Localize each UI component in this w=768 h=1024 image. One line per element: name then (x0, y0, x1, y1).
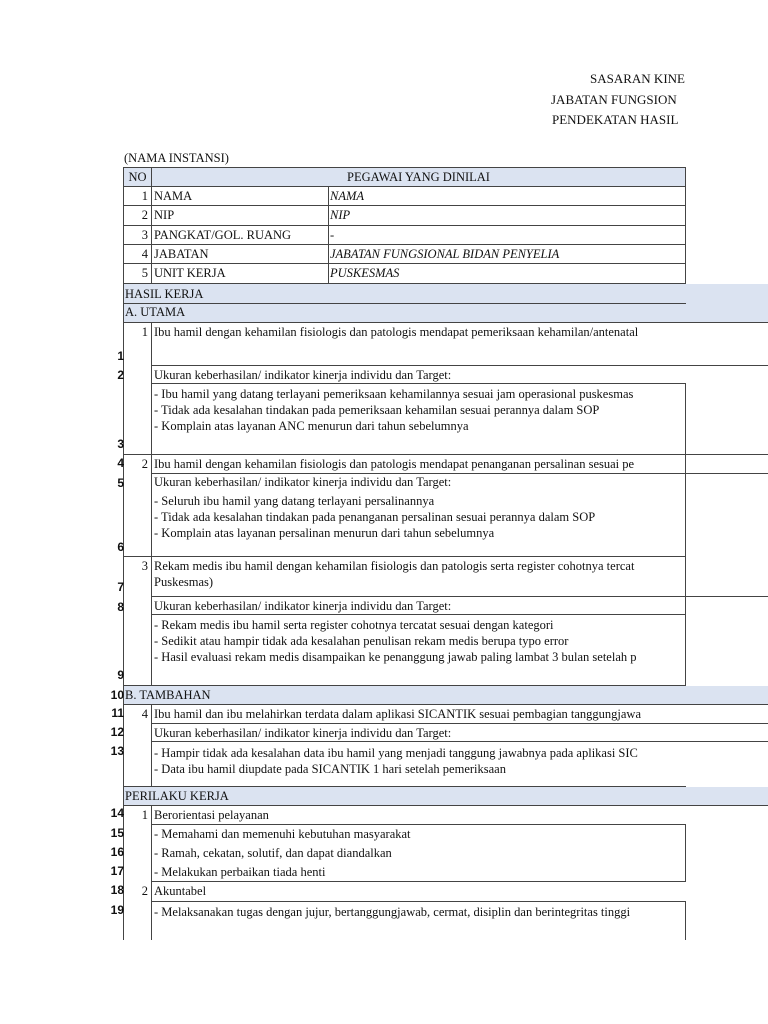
perilaku-point: - Memahami dan memenuhi kebutuhan masyarakat (154, 827, 411, 841)
header-line-3: PENDEKATAN HASIL (552, 112, 679, 127)
ukuran-point: - Rekam medis ibu hamil serta register cohotnya tercatat sesuai dengan kategori (154, 618, 554, 632)
ukuran-label: Ukuran keberhasilan/ indikator kinerja individu dan Target: (154, 726, 452, 740)
pegawai-row-no: 1 (141, 189, 148, 203)
tambahan-band (124, 686, 768, 704)
hasil-item-text-cont: Puskesmas) (154, 575, 214, 589)
ukuran-point: - Data ibu hamil diupdate pada SICANTIK 1 hari setelah pemeriksaan (154, 762, 506, 776)
row-number: 12 (110, 725, 124, 739)
ukuran-point: - Sedikit atau hampir tidak ada kesalahan penulisan rekam medis berupa typo error (154, 634, 569, 648)
header-line-1: SASARAN KINE (590, 71, 685, 86)
row-number: 17 (110, 864, 124, 878)
row-number: 10 (110, 688, 124, 702)
pegawai-row-value: JABATAN FUNGSIONAL BIDAN PENYELIA (330, 247, 560, 261)
row-number: 11 (111, 706, 124, 720)
row-number: 7 (117, 580, 124, 594)
row-number: 18 (110, 883, 124, 897)
perilaku-item-no: 1 (141, 808, 148, 822)
pegawai-row-label: NIP (154, 208, 175, 222)
row-number: 9 (117, 668, 124, 682)
header-line-2: JABATAN FUNGSION (551, 92, 677, 107)
hasil-item-text: Rekam medis ibu hamil dengan kehamilan fisiologis dan patologis serta register cohotnya tercat (154, 559, 635, 573)
hasil-item-text: Ibu hamil dengan kehamilan fisiologis dan patologis mendapat pemeriksaan kehamilan/antenatal (154, 325, 639, 339)
ukuran-point: - Hampir tidak ada kesalahan data ibu hamil yang menjadi tanggung jawabnya pada aplikasi SIC (154, 746, 638, 760)
pegawai-row-value: NAMA (330, 189, 365, 203)
ukuran-point: - Tidak ada kesalahan tindakan pada pemeriksaan kehamilan sesuai perannya dalam SOP (154, 403, 600, 417)
hasil-item-text: Ibu hamil dan ibu melahirkan terdata dalam aplikasi SICANTIK sesuai pembagian tanggungjawa (154, 707, 642, 721)
perilaku-point: - Melakukan perbaikan tiada henti (154, 865, 326, 879)
ukuran-label: Ukuran keberhasilan/ indikator kinerja individu dan Target: (154, 475, 452, 489)
row-number: 13 (110, 744, 124, 758)
row-number: 4 (117, 456, 124, 470)
pegawai-row-value: NIP (330, 208, 351, 222)
hasil-item-no: 2 (141, 457, 148, 471)
perilaku-point: - Ramah, cekatan, solutif, dan dapat diandalkan (154, 846, 392, 860)
hasil-item-no: 3 (141, 559, 148, 573)
ukuran-point: - Komplain atas layanan ANC menurun dari tahun sebelumnya (154, 419, 469, 433)
ukuran-point: - Hasil evaluasi rekam medis disampaikan ke penanggung jawab paling lambat 3 bulan setelah p (154, 650, 637, 664)
col-no-header: NO (128, 170, 147, 184)
ukuran-label: Ukuran keberhasilan/ indikator kinerja individu dan Target: (154, 368, 452, 382)
ukuran-point: - Tidak ada kesalahan tindakan pada penanganan persalinan sesuai perannya dalam SOP (154, 510, 596, 524)
row-number: 1 (117, 349, 124, 363)
perilaku-item-title: Akuntabel (154, 884, 207, 898)
hasil-item-text: Ibu hamil dengan kehamilan fisiologis dan patologis mendapat penanganan persalinan sesuai pe (154, 457, 635, 471)
pegawai-row-value: - (330, 228, 335, 242)
pegawai-row-no: 5 (141, 266, 148, 280)
ukuran-point: - Seluruh ibu hamil yang datang terlayani persalinannya (154, 494, 435, 508)
pegawai-row-value: PUSKESMAS (330, 266, 400, 280)
pegawai-row-no: 4 (141, 247, 148, 261)
row-number: 2 (117, 368, 124, 382)
row-number: 3 (117, 437, 124, 451)
pegawai-row-label: PANGKAT/GOL. RUANG (154, 228, 292, 242)
ukuran-point: - Komplain atas layanan persalinan menurun dari tahun sebelumnya (154, 526, 495, 540)
pegawai-row-no: 2 (141, 208, 148, 222)
row-number: 19 (110, 903, 124, 917)
hasil-item-no: 4 (141, 707, 148, 721)
hasil-kerja-title: HASIL KERJA (125, 287, 204, 301)
instansi-label: (NAMA INSTANSI) (124, 151, 229, 165)
perilaku-item-title: Berorientasi pelayanan (154, 808, 269, 822)
pegawai-row-label: JABATAN (154, 247, 209, 261)
row-number: 15 (110, 826, 124, 840)
ukuran-label: Ukuran keberhasilan/ indikator kinerja individu dan Target: (154, 599, 452, 613)
tambahan-title: B. TAMBAHAN (125, 688, 211, 702)
perilaku-point: - Melaksanakan tugas dengan jujur, bertanggungjawab, cermat, disiplin dan berintegritas tinggi (154, 905, 631, 919)
col-pegawai-header: PEGAWAI YANG DINILAI (347, 170, 490, 184)
utama-title: A. UTAMA (125, 305, 186, 319)
pegawai-row-label: NAMA (154, 189, 193, 203)
perilaku-item-no: 2 (141, 884, 148, 898)
row-number: 5 (117, 476, 124, 490)
row-number: 14 (110, 806, 124, 820)
hasil-item-no: 1 (141, 325, 148, 339)
row-number: 16 (110, 845, 124, 859)
ukuran-point: - Ibu hamil yang datang terlayani pemeriksaan kehamilannya sesuai jam operasional puskesmas (154, 387, 634, 401)
pegawai-row-label: UNIT KERJA (154, 266, 226, 280)
pegawai-row-no: 3 (141, 228, 148, 242)
row-number: 6 (117, 540, 124, 554)
perilaku-title: PERILAKU KERJA (125, 789, 229, 803)
row-number: 8 (117, 600, 124, 614)
